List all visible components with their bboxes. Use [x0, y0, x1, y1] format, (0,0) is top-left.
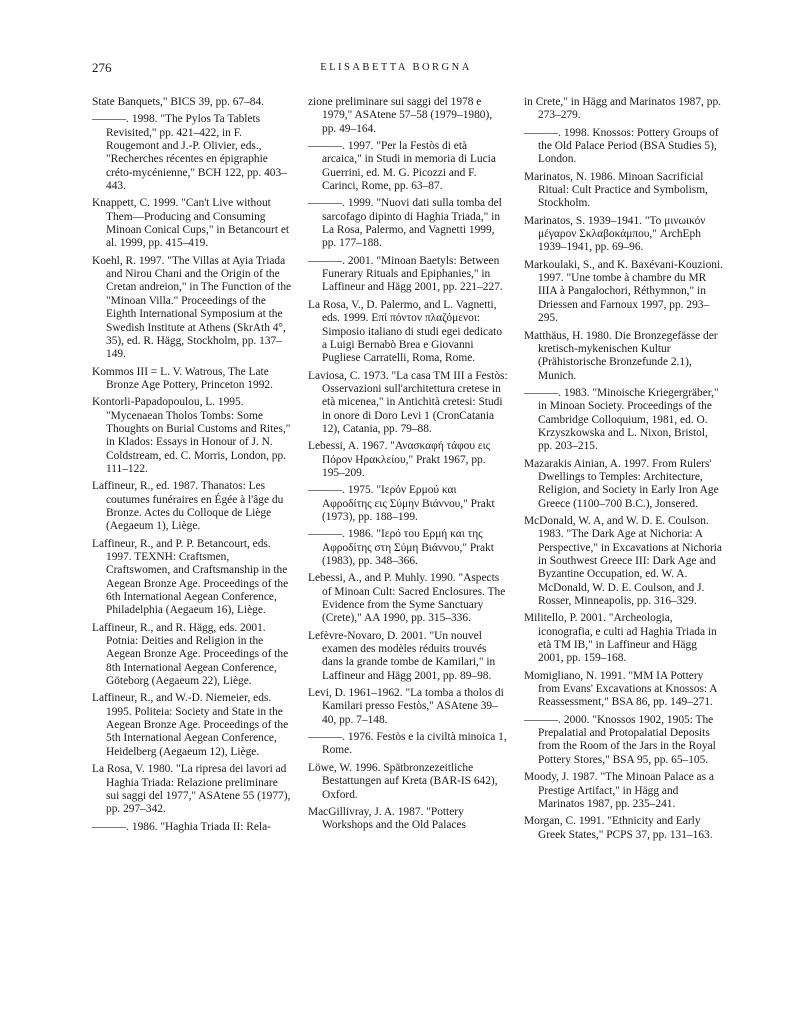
bib-entry: ———. 1998. Knossos: Pottery Groups of the Old Palace Period (BSA Studies 5), London. — [524, 126, 719, 166]
running-head: ELISABETTA BORGNA — [320, 62, 472, 73]
bib-entry: Laffineur, R., and W.-D. Niemeier, eds. 1995. Politeia: Society and State in the Aegean Bronze Age. Proceedings of the 5th International Aegean Conference, Heidelberg (Aegaeum 12), Liège. — [92, 692, 289, 758]
bib-entry: Laffineur, R., and P. P. Betancourt, eds. 1997. TEXNH: Craftsmen, Craftswomen, and Craftsmanship in the Aegean Bronze Age. Proceedings of the 6th International Aegean Conference, Philadelphia (Aegaeum 16), Liège. — [92, 537, 289, 617]
bib-entry: Matthäus, H. 1980. Die Bronzegefässe der kretisch-mykenischen Kultur (Prähistorische Bronzefunde 2.1), Munich. — [524, 329, 718, 382]
bib-entry: ———. 1999. "Nuovi dati sulla tomba del sarcofago dipinto di Haghia Triada," in La Rosa, Palermo, and Vagnetti 1999, pp. 177–188. — [308, 197, 502, 250]
bib-entry: Mazarakis Ainian, A. 1997. From Rulers' Dwellings to Temples: Architecture, Religion, and Society in Early Iron Age Greece (1100–700 B.C.), Jonsered. — [524, 457, 719, 510]
bib-entry: ———. 2000. "Knossos 1902, 1905: The Prepalatial and Protopalatial Deposits from the Room of the Jars in the Royal Pottery Stores," BSA 95, pp. 65–105. — [524, 713, 716, 766]
bibliography-column-1 — [92, 96, 292, 838]
bib-entry: Momigliano, N. 1991. "MM IA Pottery from Evans' Excavations at Knossos: A Reassessment," BSA 86, pp. 149–271. — [524, 669, 717, 709]
bib-entry: State Banquets," BICS 39, pp. 67–84. — [92, 96, 265, 108]
bib-entry: ———. 1997. "Per la Festòs di età arcaica," in Studi in memoria di Lucia Guerrini, ed. M. G. Picozzi and F. Carinci, Rome, pp. 63–87. — [308, 140, 496, 193]
bib-entry: Moody, J. 1987. "The Minoan Palace as a Prestige Artifact," in Hägg and Marinatos 1987, pp. 235–241. — [524, 771, 714, 810]
bib-entry: Levi, D. 1961–1962. "La tomba a tholos di Kamilari presso Festòs," ASAtene 39–40, pp. 7–148. — [308, 687, 504, 726]
bibliography-column-3 — [524, 96, 724, 846]
bib-entry: ———. 1998. "The Pylos Ta Tablets Revisited," pp. 421–422, in F. Rougemont and J.-P. Olivier, eds., "Recherches récentes en épigraphie créto-mycénienne," BCH 122, pp. 403–443. — [92, 113, 287, 193]
bib-entry: Militello, P. 2001. "Archeologia, iconografia, e culti ad Haghia Triada in età TM IB," in Laffineur and Hägg 2001, pp. 159–168. — [524, 612, 717, 665]
page-number: 276 — [92, 60, 112, 75]
bib-entry: ———. 1975. "Ιερόν Ερμού και Αφροδίτης εις Σύμην Βιάννου," Prakt (1973), pp. 188–199. — [308, 484, 495, 523]
bib-entry: Laffineur, R., ed. 1987. Thanatos: Les coutumes funéraires en Égée à l'âge du Bronze. Actes du Colloque de Liège (Aegaeum 1), Liège. — [92, 480, 284, 533]
bib-entry: La Rosa, V. 1980. "La ripresa dei lavori ad Haghia Triada: Relazione preliminare sui saggi del 1977," ASAtene 55 (1977), pp. 297–342. — [92, 763, 291, 816]
bib-entry: Kommos III = L. V. Watrous, The Late Bronze Age Pottery, Princeton 1992. — [92, 365, 273, 391]
bib-entry: ———. 1983. "Minoische Kriegergräber," in Minoan Society. Proceedings of the Cambridge Colloquium, 1981, ed. O. Krzyszkowska and L. Nixon, Bristol, pp. 203–215. — [524, 386, 719, 453]
bib-entry: Morgan, C. 1991. "Ethnicity and Early Greek States," PCPS 37, pp. 131–163. — [524, 815, 713, 841]
bib-entry: in Crete," in Hägg and Marinatos 1987, pp. 273–279. — [524, 96, 721, 122]
bib-entry: ———. 1976. Festòs e la civiltà minoica 1, Rome. — [308, 731, 507, 757]
bib-entry: Kontorli-Papadopoulou, L. 1995. "Mycenaean Tholos Tombs: Some Thoughts on Burial Customs and Rites," in Klados: Essays in Honour of J. N. Coldstream, ed. C. Morris, London, pp. 111–122. — [92, 396, 291, 475]
bib-entry: Lebessi, A., and P. Muhly. 1990. "Aspects of Minoan Cult: Sacred Enclosures. The Evidence from the Syme Sanctuary (Crete)," AA 1990, pp. 315–336. — [308, 572, 506, 625]
bib-entry: ———. 2001. "Minoan Baetyls: Between Funerary Rituals and Epiphanies," in Laffineur and Hägg 2001, pp. 221–227. — [308, 254, 503, 294]
bib-entry: Markoulaki, S., and K. Baxévani-Kouzioni. 1997. "Une tombe à chambre du MR IIIA à Pangalochori, Réthymnon," in Driessen and Farnoux 1997, pp. 293–295. — [524, 258, 723, 325]
bib-entry: Laffineur, R., and R. Hägg, eds. 2001. Potnia: Deities and Religion in the Aegean Bronze Age. Proceedings of the 8th International Aegean Conference, Göteborg (Aegaeum 22), Liège. — [92, 621, 289, 688]
bib-entry: Löwe, W. 1996. Spätbronzezeitliche Bestattungen auf Kreta (BAR-IS 642), Oxford. — [308, 761, 498, 801]
bib-entry: Marinatos, N. 1986. Minoan Sacrificial Ritual: Cult Practice and Symbolism, Stockholm. — [524, 170, 708, 210]
bib-entry: ———. 1986. "Ιερό του Ερμή και της Αφροδίτης στη Σύμη Βιάννου," Prakt (1983), pp. 348–366. — [308, 528, 494, 567]
bib-entry: zione preliminare sui saggi del 1978 e 1979," ASAtene 57–58 (1979–1980), pp. 49–164. — [308, 96, 493, 135]
bib-entry: MacGillivray, J. A. 1987. "Pottery Workshops and the Old Palaces — [308, 805, 466, 832]
bib-entry: ———. 1986. "Haghia Triada II: Rela- — [92, 820, 271, 833]
bib-entry: Knappett, C. 1999. "Can't Live without Them—Producing and Consuming Minoan Conical Cups," in Betancourt et al. 1999, pp. 415–419. — [92, 197, 290, 250]
bib-entry: McDonald, W. A, and W. D. E. Coulson. 1983. "The Dark Age at Nichoria: A Perspective," in Excavations at Nichoria in Southwest Greece III: Dark Age and Byzantine Occupation, ed. W. A. McDonald, W. D. E. Coulson, and J. Rosser, Minneapolis, pp. 316–329. — [524, 514, 722, 608]
bib-entry: Laviosa, C. 1973. "La casa TM III a Festòs: Osservazioni sull'architettura cretese in età micenea," in Antichità cretesi: Studi in onore di Doro Levi 1 (CronCatania 12), Catania, pp. 79–88. — [308, 369, 508, 435]
bib-entry: Marinatos, S. 1939–1941. "Το μινωικόν μέγαρον Σκλαβοκάμπου," ArchEph 1939–1941, pp. 69–96. — [524, 214, 706, 254]
bibliography-column-2 — [308, 96, 508, 837]
bib-entry: La Rosa, V., D. Palermo, and L. Vagnetti, eds. 1999. Επί πόντον πλαζόμενοι: Simposio italiano di studi egei dedicato a Luigi Bernabò Brea e Giovanni Pugliese Carratelli, Roma, Rome. — [308, 298, 503, 365]
bib-entry: Koehl, R. 1997. "The Villas at Ayia Triada and Nirou Chani and the Origin of the Cretan andreion," in The Function of the "Minoan Villa." Proceedings of the Eighth International Symposium at the Swedish Institute at Athens (SkrAth 4°, 35), ed. R. Hägg, Stockholm, pp. 137–149. — [92, 254, 292, 361]
bib-entry: Lebessi, A. 1967. "Ανασκαφή τάφου εις Πόρον Ηρακλείου," Prakt 1967, pp. 195–209. — [308, 440, 491, 479]
bib-entry: Lefèvre-Novaro, D. 2001. "Un nouvel examen des modèles réduits trouvés dans la grande tombe de Kamilari," in Laffineur and Hägg 2001, pp. 89–98. — [308, 629, 496, 682]
